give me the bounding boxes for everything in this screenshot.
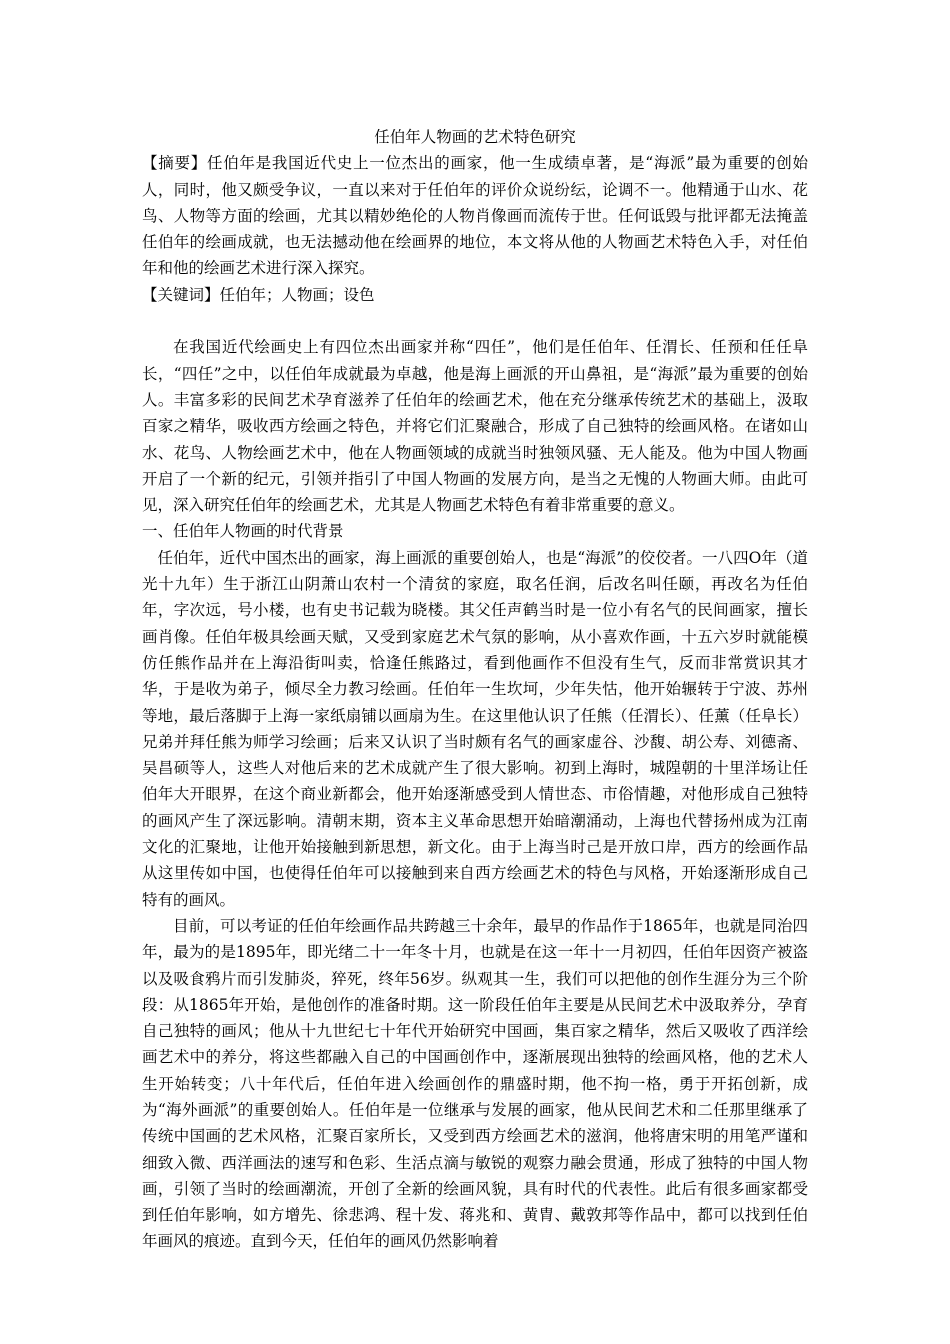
keywords-text: 任伯年；人物画；设色 bbox=[219, 285, 375, 304]
blank-line bbox=[142, 308, 808, 334]
intro-paragraph: 在我国近代绘画史上有四位杰出画家并称“四任”，他们是任伯年、任渭长、任预和任任阜长，“四任”之中，以任伯年成就最为卓越，他是海上画派的开山鼻祖，是“海派”最为重要的创始人。丰富多彩的民间艺术孕育滋养了任伯年的绘画艺术，他在充分继承传统艺术的基础上，汲取百家之精华，吸收西方绘画之特色，并将它们汇聚融合，形成了自己独特的绘画风格。在诸如山水、花鸟、人物绘画艺术中，他在人物画领域的成就当时独领风骚、无人能及。他为中国人物画开启了一个新的纪元，引领并指引了中国人物画的发展方向，是当之无愧的人物画大师。由此可见，深入研究任伯年的绘画艺术，尤其是人物画艺术特色有着非常重要的意义。 bbox=[142, 338, 808, 515]
section1-paragraph-2: 目前，可以考证的任伯年绘画作品共跨越三十余年，最早的作品作于1865年，也就是同治四年，最为的是1895年，即光绪二十一年冬十月，也就是在这一年十一月初四，任伯年因资产被盗以及吸食鸦片而引发肺炎，猝死，终年56岁。纵观其一生，我们可以把他的创作生涯分为三个阶段：从1865年开始，是他创作的准备时期。这一阶段任伯年主要是从民间艺术中汲取养分，孕育自己独特的画风；他从十九世纪七十年代开始研究中国画，集百家之精华，然后又吸收了西洋绘画艺术中的养分，将这些都融入自己的中国画创作中，逐渐展现出独特的绘画风格，他的艺术人生开始转变；八十年代后，任伯年进入绘画创作的鼎盛时期，他不拘一格，勇于开拓创新，成为“海外画派”的重要创始人。任伯年是一位继承与发展的画家，他从民间艺术和二任那里继承了传统中国画的艺术风格，汇聚百家所长，又受到西方绘画艺术的滋润，他将唐宋明的用笔严谨和细致入微、西洋画法的速写和色彩、生活点滴与敏锐的观察力融会贯通，形成了独特的中国人物画，引领了当时的绘画潮流，开创了全新的绘画风貌，具有时代的代表性。此后有很多画家都受到任伯年影响，如方增先、徐悲鸿、程十发、蒋兆和、黄胄、戴敦邦等作品中，都可以找到任伯年画风的痕迹。直到今天，任伯年的画风仍然影响着 bbox=[142, 916, 808, 1251]
abstract-label: 【摘要】 bbox=[142, 154, 207, 173]
paper-title: 任伯年人物画的艺术特色研究 bbox=[374, 128, 576, 146]
section1-paragraph-1: 任伯年，近代中国杰出的画家，海上画派的重要创始人，也是“海派”的佼佼者。一八四O年（道光十九年）生于浙江山阴萧山农村一个清贫的家庭，取名任润，后改名叫任颐，再改名为任伯年，字次远，号小楼，也有史书记载为晓楼。其父任声鹤当时是一位小有名气的民间画家，擅长画肖像。任伯年极具绘画天赋，又受到家庭艺术气氛的影响，从小喜欢作画，十五六岁时就能模仿任熊作品并在上海沿街叫卖，恰逢任熊路过，看到他画作不但没有生气，反而非常赏识其才华，于是收为弟子，倾尽全力教习绘画。任伯年一生坎坷，少年失怙，他开始辗转于宁波、苏州等地，最后落脚于上海一家纸扇铺以画扇为生。在这里他认识了任熊（任渭长）、任薰（任阜长）兄弟并拜任熊为师学习绘画；后来又认识了当时颇有名气的画家虚谷、沙馥、胡公寿、刘德斋、吴昌硕等人，这些人对他后来的艺术成就产生了很大影响。初到上海时，城隍朝的十里洋场让任伯年大开眼界，在这个商业新都会，他开始逐渐感受到人情世态、市俗情趣，对他形成自己独特的画风产生了深远影响。清朝末期，资本主义革命思想开始暗潮涌动，上海也代替扬州成为江南文化的汇聚地，让他开始接触到新思想，新文化。由于上海当时己是开放口岸，西方的绘画作品从这里传如中国，也使得任伯年可以接触到来自西方绘画艺术的特色与风格，开始逐渐形成自己特有的画风。 bbox=[142, 548, 808, 909]
abstract-paragraph bbox=[142, 150, 808, 281]
section1-heading: 一、任伯年人物画的时代背景 bbox=[142, 522, 344, 541]
keywords-label: 【关键词】 bbox=[142, 285, 220, 304]
abstract-text: 任伯年是我国近代史上一位杰出的画家，他一生成绩卓著，是“海派”最为重要的创始人，同时，他又颇受争议，一直以来对于任伯年的评价众说纷纭，论调不一。他精通于山水、花鸟、人物等方面的绘画，尤其以精妙绝伦的人物肖像画而流传于世。任何诋毁与批评都无法掩盖任伯年的绘画成就，也无法撼动他在绘画界的地位，本文将从他的人物画艺术特色入手，对任伯年和他的绘画艺术进行深入探究。 bbox=[142, 154, 808, 278]
keywords-paragraph bbox=[142, 282, 808, 308]
document-page bbox=[142, 124, 808, 1255]
